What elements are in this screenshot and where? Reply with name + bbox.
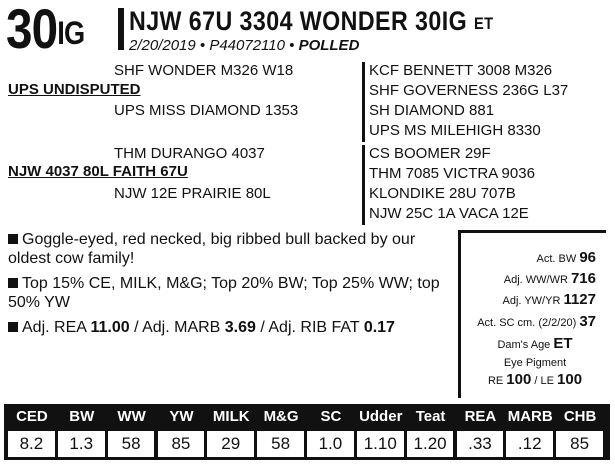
stat-ww-label: Adj. WW/WR: [503, 274, 568, 286]
epd-header-5: M&G: [263, 408, 299, 425]
epd-value-11: 85: [556, 431, 603, 457]
stat-sc: [477, 313, 596, 330]
stat-dams-age-value: ET: [553, 335, 573, 352]
epd-value-9: .33: [457, 431, 504, 457]
note-3: [8, 318, 448, 337]
sire-sire-dam: SHF GOVERNESS 236G L37: [369, 82, 569, 99]
square-bullet-icon: [8, 234, 18, 244]
stat-dams-age-label: Dam's Age: [497, 339, 551, 351]
epd-value-0: 8.2: [8, 431, 55, 457]
stat-eye-pigment-label: Eye Pigment: [503, 357, 567, 369]
note-2: [8, 274, 448, 312]
note-3-fat-value: 0.17: [363, 319, 395, 336]
stat-le-label: LE: [540, 375, 554, 387]
epd-header-4: MILK: [212, 408, 250, 425]
stat-bw-label: Act. BW: [536, 253, 577, 265]
stat-ww-value: 716: [570, 270, 596, 287]
dam-dam-sire: KLONDIKE 28U 707B: [369, 185, 516, 202]
epd-value-3: 85: [158, 431, 205, 457]
epd-header-2: WW: [117, 408, 146, 425]
epd-value-4: 29: [207, 431, 254, 457]
square-bullet-icon: [8, 322, 18, 332]
dam-sire-dam: THM 7085 VICTRA 9036: [369, 165, 535, 182]
epd-header-8: Teat: [415, 408, 446, 425]
note-3-fat-label: / Adj. RIB FAT: [255, 319, 364, 336]
note-3-rea-label: Adj. REA: [22, 319, 91, 336]
stat-sc-label: Act. SC cm. (2/2/20): [477, 317, 577, 329]
epd-value-6: 1.0: [307, 431, 354, 457]
note-3-rea-value: 11.00: [90, 319, 130, 336]
epd-header-0: CED: [16, 408, 48, 425]
notes-section: [8, 230, 448, 343]
epd-header-7: Udder: [359, 408, 403, 425]
sire-dam-dam: UPS MS MILEHIGH 8330: [369, 122, 541, 139]
stat-yw-label: Adj. YW/YR: [502, 295, 561, 307]
birth-date: 2/20/2019: [129, 37, 196, 54]
registration-number: P44072110: [209, 37, 285, 54]
square-bullet-icon: [8, 278, 18, 288]
epd-value-10: .12: [506, 431, 553, 457]
note-1-text: Goggle-eyed, red necked, big ribbed bull backed by our oldest cow family!: [8, 231, 416, 267]
dam-sire: THM DURANGO 4037: [114, 145, 265, 162]
epd-header-1: BW: [69, 408, 95, 425]
epd-header-6: SC: [320, 408, 342, 425]
stat-bw: [537, 249, 596, 266]
stat-sc-value: 37: [579, 313, 596, 330]
sire-dam: UPS MISS DIAMOND 1353: [114, 102, 299, 119]
stat-re-value: 100: [506, 371, 532, 388]
sire-pedigree-divider: [362, 62, 365, 142]
sire-dam-sire: SH DIAMOND 881: [369, 102, 495, 119]
lot-number-value: 30: [6, 0, 58, 60]
animal-subtitle: 2/20/2019 • P44072110 • POLLED: [129, 37, 360, 54]
note-2-text: Top 15% CE, MILK, M&G; Top 20% BW; Top 25% WW; top 50% YW: [8, 275, 440, 311]
stat-re-label: RE: [487, 375, 504, 387]
dam-name: NJW 4037 80L FAITH 67U: [8, 163, 188, 180]
lot-number: [6, 0, 85, 60]
polled-status: POLLED: [298, 37, 360, 54]
epd-header-10: MARB: [507, 408, 553, 425]
sire-name: UPS UNDISPUTED: [8, 81, 141, 98]
note-3-marb-label: / Adj. MARB: [129, 319, 225, 336]
epd-value-8: 1.20: [407, 431, 454, 457]
performance-stats-box: [458, 230, 606, 398]
epd-header-11: CHB: [563, 408, 597, 425]
sire-sire-sire: KCF BENNETT 3008 M326: [369, 62, 553, 79]
stat-bw-value: 96: [579, 249, 596, 266]
animal-name-suffix: ET: [473, 14, 494, 33]
stat-yw: [503, 291, 596, 308]
title-divider: [118, 8, 124, 50]
sire-sire: SHF WONDER M326 W18: [114, 62, 294, 79]
dam-pedigree-divider: [362, 145, 365, 225]
dam-dam-dam: NJW 25C 1A VACA 12E: [369, 205, 529, 222]
epd-value-1: 1.3: [58, 431, 105, 457]
stat-yw-value: 1127: [563, 291, 596, 308]
epd-header-9: REA: [464, 408, 497, 425]
epd-value-5: 58: [257, 431, 304, 457]
animal-name: [129, 6, 494, 36]
epd-value-2: 58: [108, 431, 155, 457]
stat-ww: [504, 270, 596, 287]
lot-number-suffix: IG: [57, 15, 85, 51]
note-3-marb-value: 3.69: [224, 319, 256, 336]
dam-dam: NJW 12E PRAIRIE 80L: [114, 185, 271, 202]
epd-value-7: 1.10: [357, 431, 404, 457]
animal-name-text: NJW 67U 3304 WONDER 30IG: [129, 6, 468, 36]
note-1: [8, 230, 448, 268]
dam-sire-sire: CS BOOMER 29F: [369, 145, 491, 162]
stat-eye-pigment: RE 100 / LE 100: [487, 371, 583, 388]
epd-header-3: YW: [169, 408, 194, 425]
stat-le-value: 100: [557, 371, 583, 388]
stat-dams-age: [461, 335, 609, 352]
